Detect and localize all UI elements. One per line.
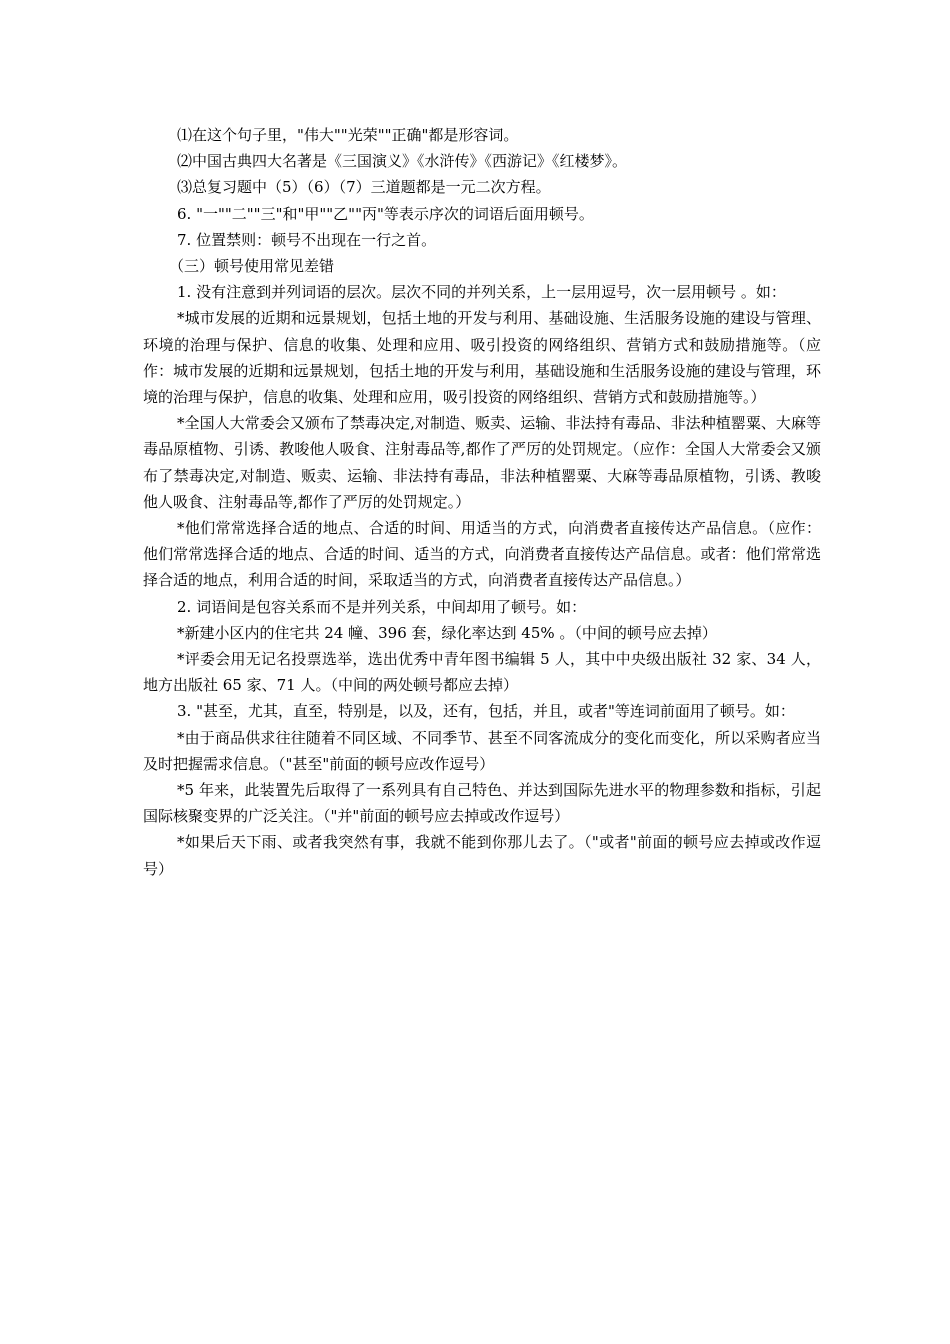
paragraph-case-8: *如果后天下雨、或者我突然有事，我就不能到你那儿去了。（"或者"前面的顿号应去掉或改作逗号）: [143, 833, 821, 878]
section-heading: （三）顿号使用常见差错: [169, 257, 335, 276]
paragraph-rule-7: 7. 位置禁则：顿号不出现在一行之首。: [177, 230, 437, 249]
paragraph-case-7: *5 年来，此装置先后取得了一系列具有自己特色、并达到国际先进水平的物理参数和指标，引起国际核聚变界的广泛关注。（"并"前面的顿号应去掉或改作逗号）: [143, 781, 821, 826]
document-body: [143, 122, 821, 882]
paragraph-error-3: 3. "甚至，尤其，直至，特别是，以及，还有，包括，并且，或者"等连词前面用了顿号。如：: [177, 702, 795, 721]
paragraph-case-1: *城市发展的近期和远景规划，包括土地的开发与利用、基础设施、生活服务设施的建设与管理、环境的治理与保护、信息的收集、处理和应用、吸引投资的网络组织、营销方式和鼓励措施等。（应作：城市发展的近期和远景规划，包括土地的开发与利用，基础设施和生活服务设施的建设与管理，环境的治理与保护，信息的收集、处理和应用，吸引投资的网络组织、营销方式和鼓励措施等。）: [143, 309, 821, 407]
paragraph-example-2: ⑵中国古典四大名著是《三国演义》《水浒传》《西游记》《红楼梦》。: [177, 152, 628, 171]
paragraph-case-2: *全国人大常委会又颁布了禁毒决定,对制造、贩卖、运输、非法持有毒品、非法种植罂粟、大麻等毒品原植物、引诱、教唆他人吸食、注射毒品等,都作了严厉的处罚规定。（应作：全国人大常委会又颁布了禁毒决定,对制造、贩卖、运输、非法持有毒品，非法种植罂粟、大麻等毒品原植物，引诱、教唆他人吸食、注射毒品等,都作了严厉的处罚规定。）: [143, 414, 821, 511]
paragraph-case-4: *新建小区内的住宅共 24 幢、396 套，绿化率达到 45% 。（中间的顿号应去掉）: [177, 623, 717, 642]
paragraph-error-2: 2. 词语间是包容关系而不是并列关系，中间却用了顿号。如：: [177, 597, 587, 616]
paragraph-case-6: *由于商品供求往往随着不同区域、不同季节、甚至不同客流成分的变化而变化，所以采购者应当及时把握需求信息。（"甚至"前面的顿号应改作逗号）: [143, 728, 821, 773]
paragraph-example-1: ⑴在这个句子里，"伟大""光荣""正确"都是形容词。: [177, 126, 519, 144]
paragraph-case-5: *评委会用无记名投票选举，选出优秀中青年图书编辑 5 人，其中中央级出版社 32 家、34 人，地方出版社 65 家、71 人。（中间的两处顿号都应去掉）: [143, 650, 821, 695]
paragraph-rule-6: 6. "一""二""三"和"甲""乙""丙"等表示序次的词语后面用顿号。: [177, 204, 594, 223]
paragraph-example-3: ⑶总复习题中（5）（6）（7）三道题都是一元二次方程。: [177, 178, 551, 197]
paragraph-case-3: *他们常常选择合适的地点、合适的时间、用适当的方式，向消费者直接传达产品信息。（应作：他们常常选择合适的地点、合适的时间、适当的方式，向消费者直接传达产品信息。或者：他们常常选择合适的地点，利用合适的时间，采取适当的方式，向消费者直接传达产品信息。）: [143, 519, 821, 590]
paragraph-error-1: 1. 没有注意到并列词语的层次。层次不同的并列关系，上一层用逗号，次一层用顿号 。如：: [177, 283, 786, 302]
